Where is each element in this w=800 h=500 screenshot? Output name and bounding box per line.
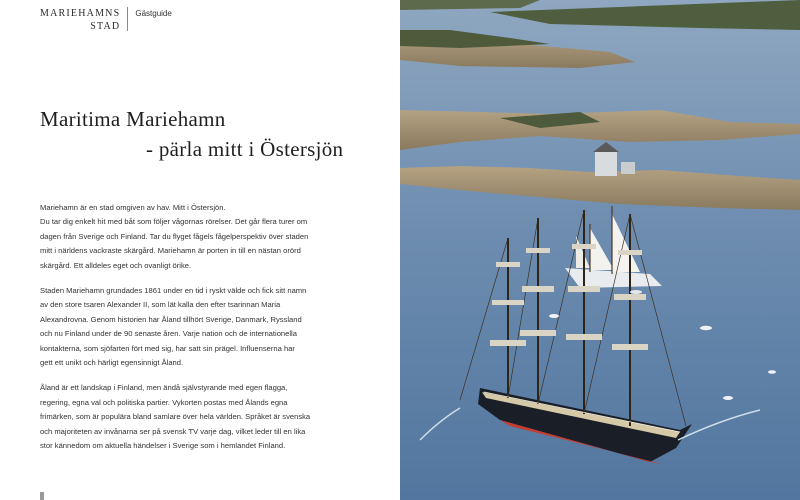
paragraph: [40, 201, 365, 273]
page-title-line-1: Maritima Mariehamn: [40, 107, 226, 131]
small-boat: [630, 290, 642, 294]
section-label: Gästguide: [135, 9, 172, 18]
paragraph: [40, 381, 365, 453]
text-line: Mariehamn är en stad omgiven av hav. Mitt i Östersjön.: [40, 203, 226, 212]
text-line: stor kännedom om aktuella händelser i Sverige som i hemlandet Finland.: [40, 441, 286, 451]
body-text: [40, 201, 365, 465]
text-line: Alexandrovna. Genom historien har Åland tillhört Sverige, Danmark, Ryssland: [40, 314, 302, 324]
city-logo: [40, 7, 172, 33]
logo-divider: [127, 7, 128, 31]
lighthouse: [595, 150, 617, 176]
text-line: regering, egna val och politiska partier. Vykorten postas med Ålands egna: [40, 397, 288, 407]
text-line: gett ett unikt och härligt egensinnigt Åland.: [40, 358, 184, 368]
text-line: Du tar dig enkelt hit med båt som följer vågornas rörelser. Det går flera turer om: [40, 217, 308, 227]
logo-line-2: STAD: [90, 21, 121, 32]
text-line: skärgård. Ett alldeles eget och ovanligt örike.: [40, 260, 192, 270]
small-boat: [768, 370, 776, 374]
page-corner-mark: [40, 492, 44, 500]
small-boat: [549, 314, 559, 318]
text-line: mitt i närldens vackraste skärgård. Mariehamn är porten in till en nästan orörd: [40, 246, 301, 256]
logo-wordmark: [40, 7, 120, 33]
text-line: frimärken, som är populära bland samlare över hela världen. Språket är svenska: [40, 412, 311, 422]
text-line: av den store tsaren Alexander II, som lät kalla den efter tsarinnan Maria: [40, 300, 281, 310]
archipelago-photo: [400, 0, 800, 500]
small-boat: [700, 326, 712, 330]
text-line: Staden Mariehamn grundades 1861 under en tid i ryskt välde och fick sitt namn: [40, 286, 307, 296]
logo-line-1: MARIEHAMNS: [40, 8, 121, 19]
small-boat: [723, 396, 733, 400]
paragraph: [40, 284, 365, 370]
tall-ship-photo: [400, 0, 800, 500]
text-line: och nu Finland under de 90 senaste åren. Varje nation och de internationella: [40, 329, 297, 339]
text-line: och majoriteten av invånarna ser på svensk TV varje dag, vilket leder till en lika: [40, 426, 306, 436]
page-title-line-2: - pärla mitt i Östersjön: [146, 137, 344, 161]
text-line: Åland är ett landskap i Finland, men ändå självstyrande med egen flagga,: [40, 383, 288, 393]
lighthouse-house: [621, 162, 635, 174]
text-line: dagen från Sverige och Finland. Tar du flyget fågels fågelperspektiv över staden: [40, 231, 309, 241]
text-line: kontakterna, som sjöfarten fört med sig, har satt sin prägel. Influenserna har: [40, 343, 295, 353]
